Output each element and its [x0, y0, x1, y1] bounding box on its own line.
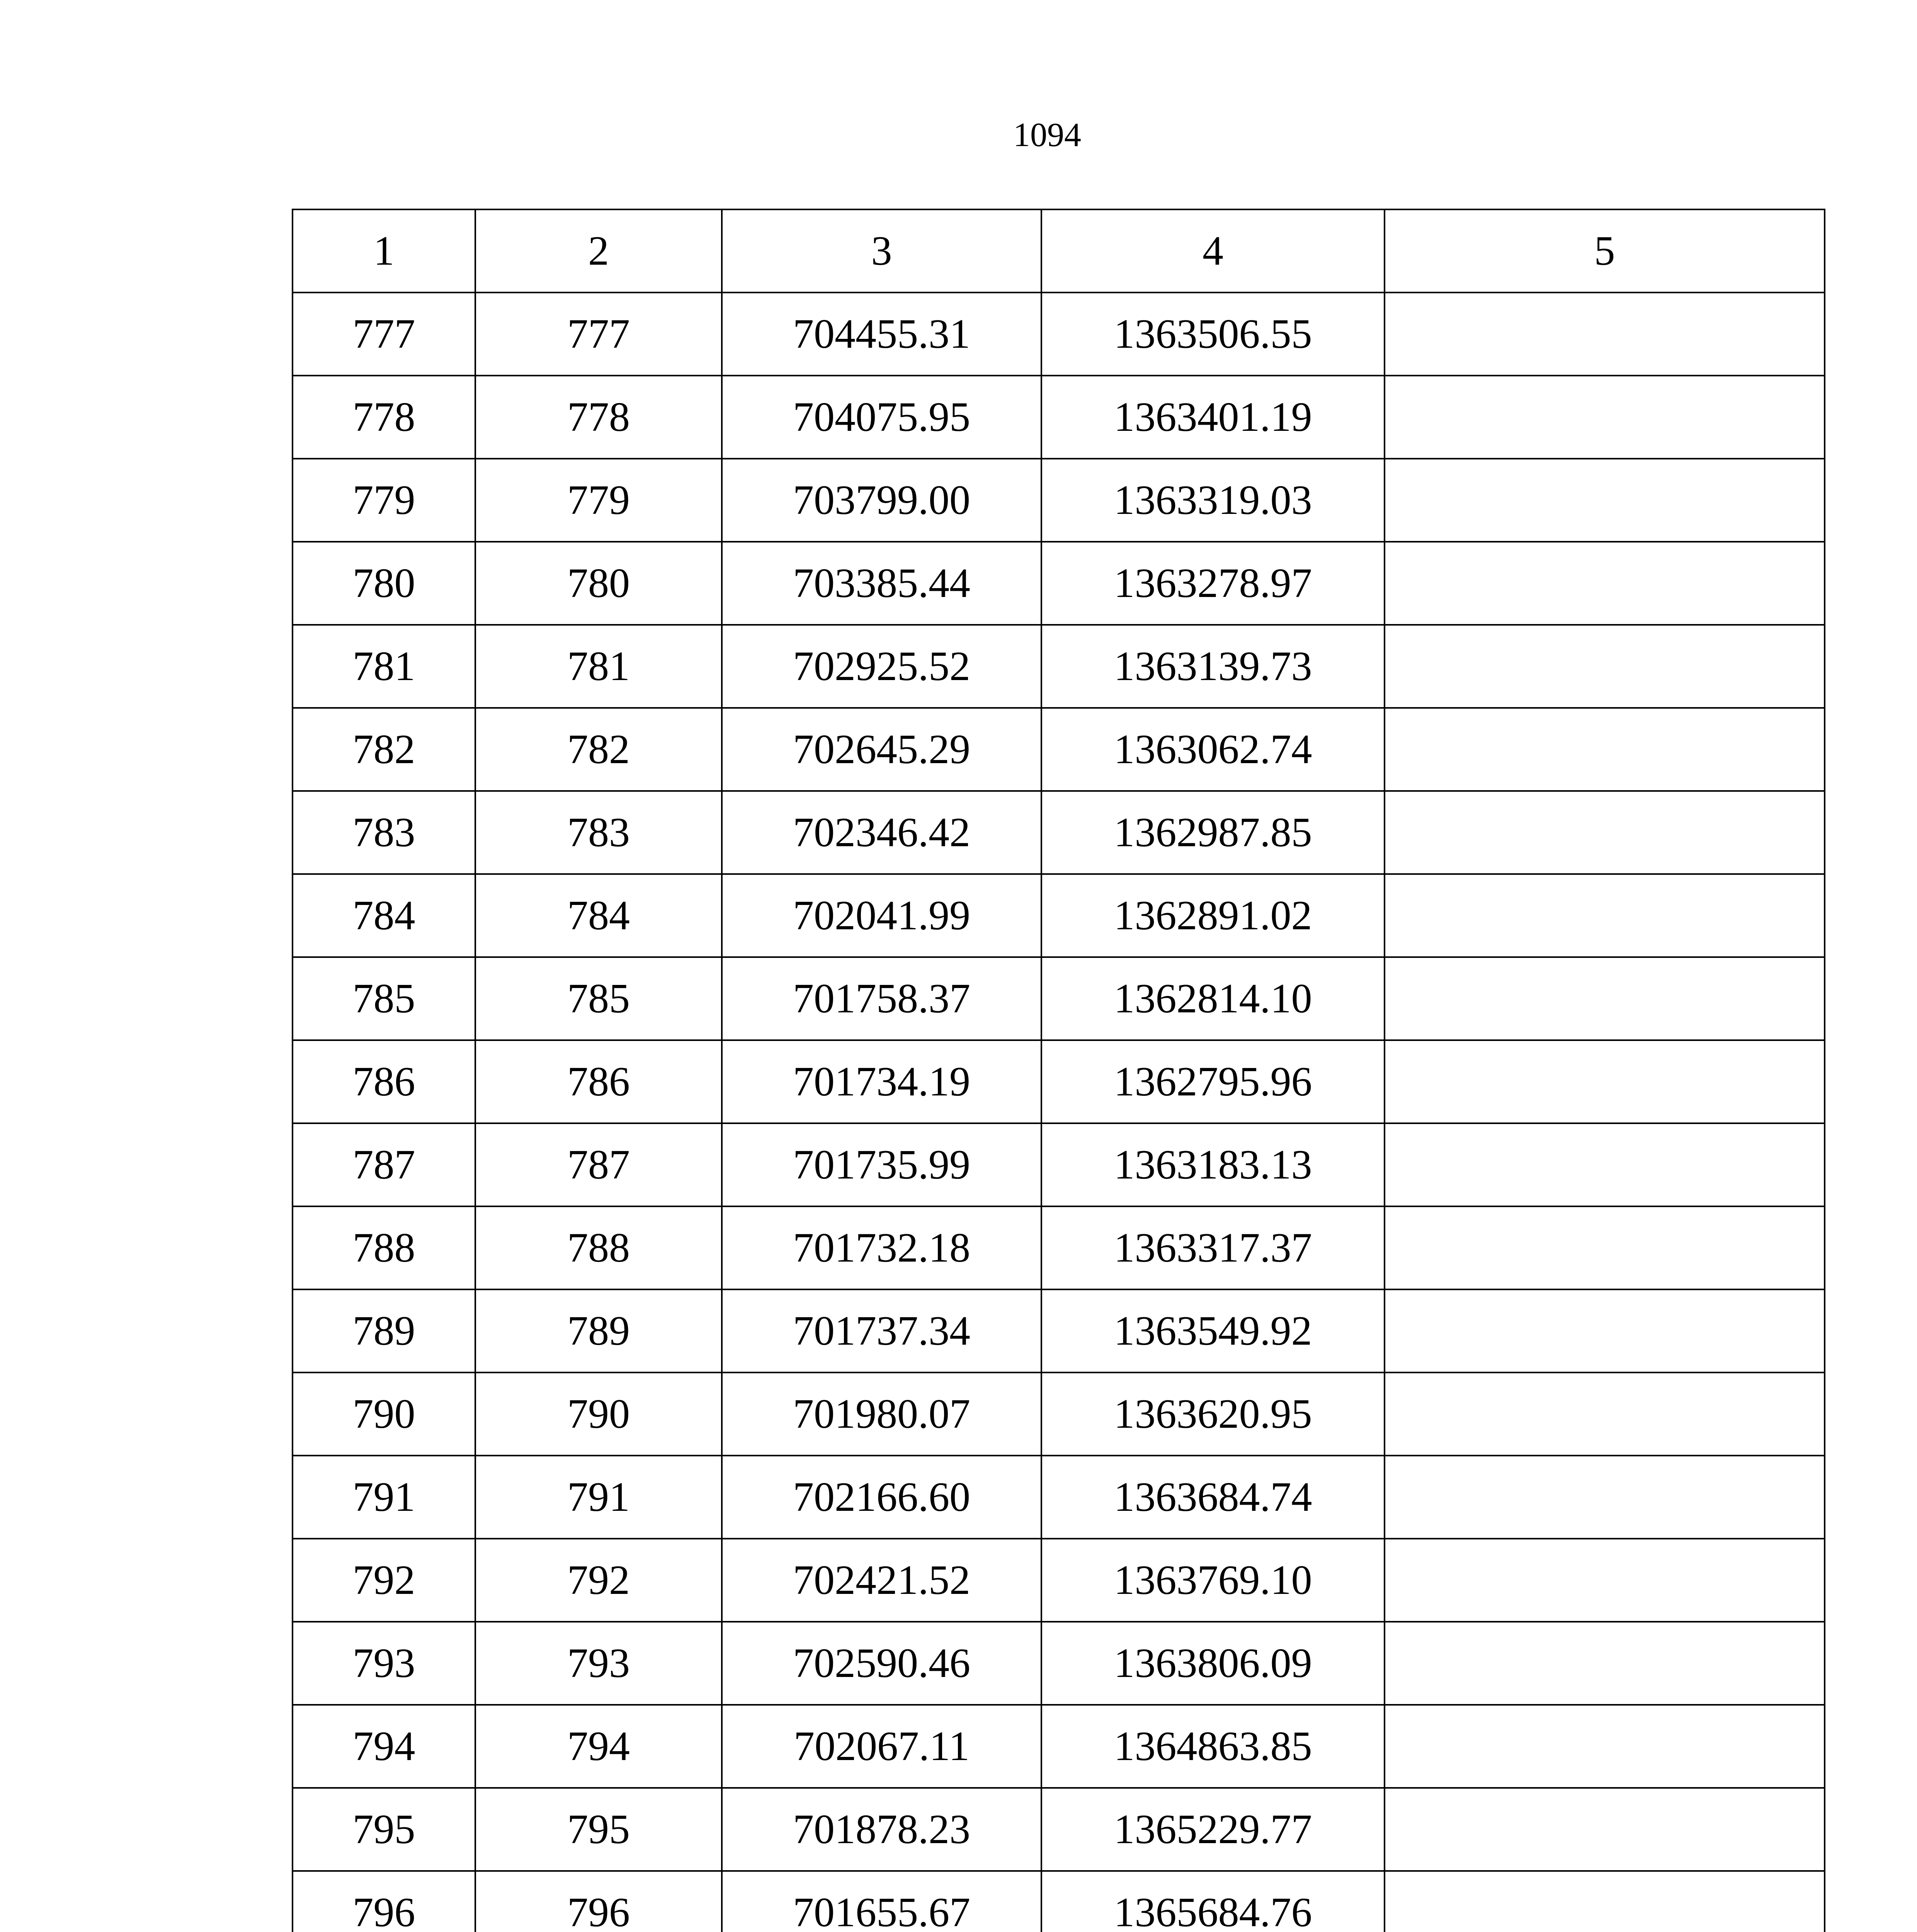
- table-cell-col-2: 781: [475, 625, 722, 708]
- table-cell-col-1: 796: [293, 1871, 475, 1932]
- table-cell-col-4: 1363506.55: [1041, 293, 1385, 376]
- table-cell-col-3: 702041.99: [722, 874, 1041, 957]
- table-cell-col-1: 781: [293, 625, 475, 708]
- table-cell-col-5: [1385, 1040, 1825, 1123]
- table-row: [293, 459, 1825, 542]
- table-cell-col-3: 701758.37: [722, 957, 1041, 1040]
- table-row: [293, 874, 1825, 957]
- header-cell-5: 5: [1385, 209, 1825, 293]
- table-cell-col-4: 1363183.13: [1041, 1123, 1385, 1206]
- table-cell-col-5: [1385, 1289, 1825, 1372]
- table-cell-col-2: 780: [475, 542, 722, 625]
- table-header: [293, 209, 1825, 293]
- table-cell-col-2: 793: [475, 1622, 722, 1705]
- table-cell-col-5: [1385, 1123, 1825, 1206]
- table-cell-col-5: [1385, 1622, 1825, 1705]
- table-cell-col-1: 786: [293, 1040, 475, 1123]
- table-row: [293, 957, 1825, 1040]
- table-cell-col-4: 1362814.10: [1041, 957, 1385, 1040]
- table-cell-col-2: 785: [475, 957, 722, 1040]
- table-row: [293, 542, 1825, 625]
- table-body: [293, 293, 1825, 1932]
- table-cell-col-1: 793: [293, 1622, 475, 1705]
- table-cell-col-5: [1385, 1456, 1825, 1539]
- table-cell-col-2: 795: [475, 1788, 722, 1871]
- table-cell-col-2: 778: [475, 376, 722, 459]
- table-cell-col-3: 703385.44: [722, 542, 1041, 625]
- table-cell-col-3: 702925.52: [722, 625, 1041, 708]
- table-cell-col-3: 701655.67: [722, 1871, 1041, 1932]
- table-cell-col-4: 1363278.97: [1041, 542, 1385, 625]
- table-cell-col-4: 1363549.92: [1041, 1289, 1385, 1372]
- table-cell-col-3: 704075.95: [722, 376, 1041, 459]
- header-cell-1: 1: [293, 209, 475, 293]
- table-cell-col-2: 787: [475, 1123, 722, 1206]
- table-cell-col-4: 1363062.74: [1041, 708, 1385, 791]
- table-cell-col-3: 702346.42: [722, 791, 1041, 874]
- table-cell-col-4: 1364863.85: [1041, 1705, 1385, 1788]
- table-row: [293, 1206, 1825, 1289]
- table-cell-col-4: 1363620.95: [1041, 1372, 1385, 1456]
- table-header-row: [293, 209, 1825, 293]
- table-cell-col-5: [1385, 791, 1825, 874]
- table-row: [293, 1456, 1825, 1539]
- page-number: 1094: [1013, 116, 1081, 154]
- table-cell-col-1: 779: [293, 459, 475, 542]
- table-cell-col-5: [1385, 957, 1825, 1040]
- table-cell-col-1: 778: [293, 376, 475, 459]
- table-cell-col-3: 702645.29: [722, 708, 1041, 791]
- table-cell-col-4: 1365229.77: [1041, 1788, 1385, 1871]
- table-cell-col-3: 701980.07: [722, 1372, 1041, 1456]
- table-cell-col-4: 1363684.74: [1041, 1456, 1385, 1539]
- table-cell-col-1: 777: [293, 293, 475, 376]
- table-row: [293, 1705, 1825, 1788]
- table-row: [293, 1289, 1825, 1372]
- table-cell-col-3: 702067.11: [722, 1705, 1041, 1788]
- table-cell-col-5: [1385, 376, 1825, 459]
- table-cell-col-1: 782: [293, 708, 475, 791]
- table-cell-col-1: 785: [293, 957, 475, 1040]
- table-cell-col-2: 786: [475, 1040, 722, 1123]
- table-cell-col-2: 782: [475, 708, 722, 791]
- table-cell-col-3: 703799.00: [722, 459, 1041, 542]
- table-cell-col-1: 783: [293, 791, 475, 874]
- table-cell-col-4: 1363139.73: [1041, 625, 1385, 708]
- table-row: [293, 625, 1825, 708]
- table-cell-col-1: 789: [293, 1289, 475, 1372]
- header-cell-3: 3: [722, 209, 1041, 293]
- table-cell-col-3: 701737.34: [722, 1289, 1041, 1372]
- table-cell-col-4: 1363319.03: [1041, 459, 1385, 542]
- table-cell-col-1: 792: [293, 1539, 475, 1622]
- table-cell-col-5: [1385, 1705, 1825, 1788]
- table-cell-col-2: 791: [475, 1456, 722, 1539]
- table-cell-col-5: [1385, 874, 1825, 957]
- table-cell-col-2: 792: [475, 1539, 722, 1622]
- table-cell-col-2: 794: [475, 1705, 722, 1788]
- table-cell-col-3: 701732.18: [722, 1206, 1041, 1289]
- table-cell-col-1: 795: [293, 1788, 475, 1871]
- table-cell-col-3: 702421.52: [722, 1539, 1041, 1622]
- header-cell-4: 4: [1041, 209, 1385, 293]
- table-row: [293, 1871, 1825, 1932]
- table-cell-col-3: 701735.99: [722, 1123, 1041, 1206]
- table-cell-col-4: 1365684.76: [1041, 1871, 1385, 1932]
- table-cell-col-2: 783: [475, 791, 722, 874]
- table-cell-col-2: 790: [475, 1372, 722, 1456]
- coordinates-table: [292, 209, 1825, 1932]
- table-cell-col-4: 1363806.09: [1041, 1622, 1385, 1705]
- table-cell-col-3: 702590.46: [722, 1622, 1041, 1705]
- table-cell-col-2: 796: [475, 1871, 722, 1932]
- table-cell-col-4: 1362891.02: [1041, 874, 1385, 957]
- table-cell-col-1: 791: [293, 1456, 475, 1539]
- table-cell-col-5: [1385, 1539, 1825, 1622]
- table-cell-col-2: 779: [475, 459, 722, 542]
- table-cell-col-5: [1385, 625, 1825, 708]
- table-cell-col-5: [1385, 1372, 1825, 1456]
- table-cell-col-5: [1385, 293, 1825, 376]
- table-cell-col-1: 780: [293, 542, 475, 625]
- table-cell-col-3: 704455.31: [722, 293, 1041, 376]
- table-cell-col-2: 784: [475, 874, 722, 957]
- table-cell-col-1: 790: [293, 1372, 475, 1456]
- table-cell-col-5: [1385, 708, 1825, 791]
- table-cell-col-1: 787: [293, 1123, 475, 1206]
- table-cell-col-2: 789: [475, 1289, 722, 1372]
- table-cell-col-4: 1363317.37: [1041, 1206, 1385, 1289]
- table-cell-col-4: 1363769.10: [1041, 1539, 1385, 1622]
- table-cell-col-1: 784: [293, 874, 475, 957]
- table-cell-col-5: [1385, 1788, 1825, 1871]
- table-cell-col-5: [1385, 542, 1825, 625]
- table-cell-col-5: [1385, 1871, 1825, 1932]
- table-cell-col-4: 1363401.19: [1041, 376, 1385, 459]
- table-row: [293, 791, 1825, 874]
- table-cell-col-1: 794: [293, 1705, 475, 1788]
- table-row: [293, 708, 1825, 791]
- table-row: [293, 1539, 1825, 1622]
- table-cell-col-5: [1385, 1206, 1825, 1289]
- table-row: [293, 1040, 1825, 1123]
- table-cell-col-3: 701734.19: [722, 1040, 1041, 1123]
- table-row: [293, 376, 1825, 459]
- table-cell-col-2: 788: [475, 1206, 722, 1289]
- table-cell-col-3: 702166.60: [722, 1456, 1041, 1539]
- table-cell-col-3: 701878.23: [722, 1788, 1041, 1871]
- table-cell-col-1: 788: [293, 1206, 475, 1289]
- header-cell-2: 2: [475, 209, 722, 293]
- table-cell-col-4: 1362987.85: [1041, 791, 1385, 874]
- table-row: [293, 1123, 1825, 1206]
- table-row: [293, 1788, 1825, 1871]
- table-cell-col-2: 777: [475, 293, 722, 376]
- table-row: [293, 293, 1825, 376]
- table-row: [293, 1622, 1825, 1705]
- table-row: [293, 1372, 1825, 1456]
- table-cell-col-5: [1385, 459, 1825, 542]
- table-cell-col-4: 1362795.96: [1041, 1040, 1385, 1123]
